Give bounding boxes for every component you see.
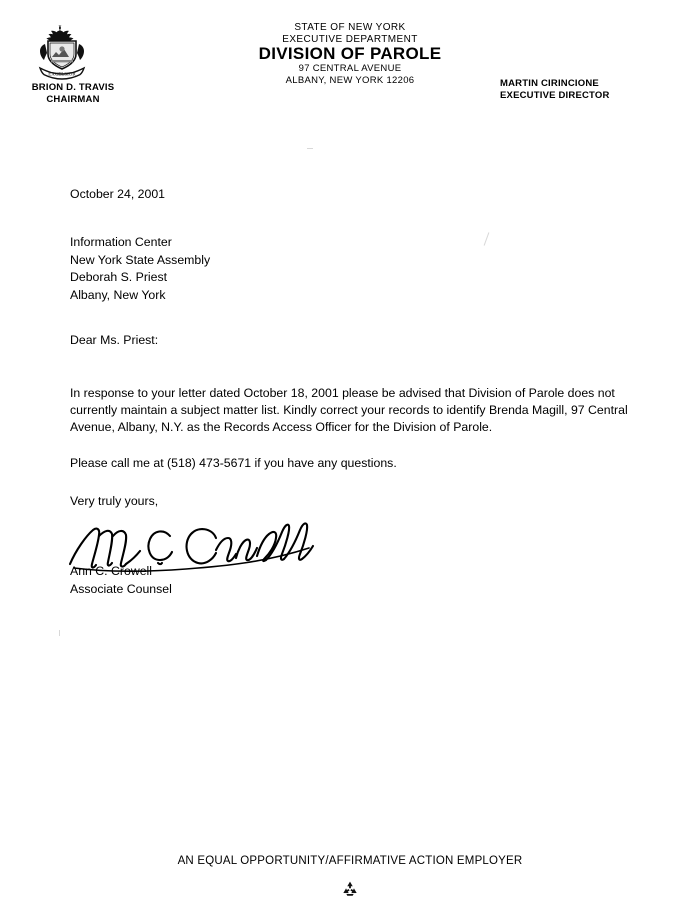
department-line: EXECUTIVE DEPARTMENT	[282, 34, 418, 45]
footer-tagline: AN EQUAL OPPORTUNITY/AFFIRMATIVE ACTION EMPLOYER	[177, 855, 523, 867]
signer-block	[70, 563, 172, 598]
letter-date: October 24, 2001	[70, 187, 166, 201]
state-line: STATE OF NEW YORK	[294, 22, 406, 33]
recycle-symbol-icon	[0, 880, 700, 903]
addressee-line: New York State Assembly	[70, 252, 211, 267]
chairman-name: BRION D. TRAVIS	[31, 82, 115, 93]
paragraph-2: Please call me at (518) 473-5671 if you have any questions.	[70, 456, 397, 470]
addressee-line: Deborah S. Priest	[70, 270, 168, 284]
paragraph-1: In response to your letter dated October 18, 2001 please be advised that Division of Parole does not currently maintain a subject matter list. Kindly correct your records to identify Brenda Magill, 97 Central Avenue, Albany, N.Y. as the Records Access Officer for the Division of Parole.	[70, 386, 628, 434]
letterhead	[0, 22, 700, 132]
chairman-title: CHAIRMAN	[46, 94, 100, 105]
agency-heading	[215, 22, 485, 87]
closing: Very truly yours,	[70, 494, 159, 508]
city-state-zip-line: ALBANY, NEW YORK 12206	[285, 75, 415, 86]
address-line: 97 CENTRAL AVENUE	[298, 63, 402, 74]
addressee-block	[70, 234, 630, 304]
director-title: EXECUTIVE DIRECTOR	[500, 90, 610, 101]
letter-body	[70, 186, 630, 510]
scan-artifact	[59, 630, 60, 636]
new-york-state-seal-icon	[26, 24, 98, 82]
scan-artifact	[307, 148, 313, 149]
executive-director-block	[500, 78, 690, 102]
signer-title: Associate Counsel	[70, 581, 172, 596]
addressee-line: Albany, New York	[70, 287, 166, 302]
director-name: MARTIN CIRINCIONE	[500, 78, 599, 89]
addressee-line: Information Center	[70, 235, 172, 249]
signer-name: Ann C. Crowell	[70, 564, 153, 578]
salutation: Dear Ms. Priest:	[70, 333, 159, 347]
chairman-block	[18, 82, 128, 106]
svg-text:EXCELSIOR: EXCELSIOR	[48, 72, 76, 78]
division-line: DIVISION OF PAROLE	[258, 44, 442, 63]
